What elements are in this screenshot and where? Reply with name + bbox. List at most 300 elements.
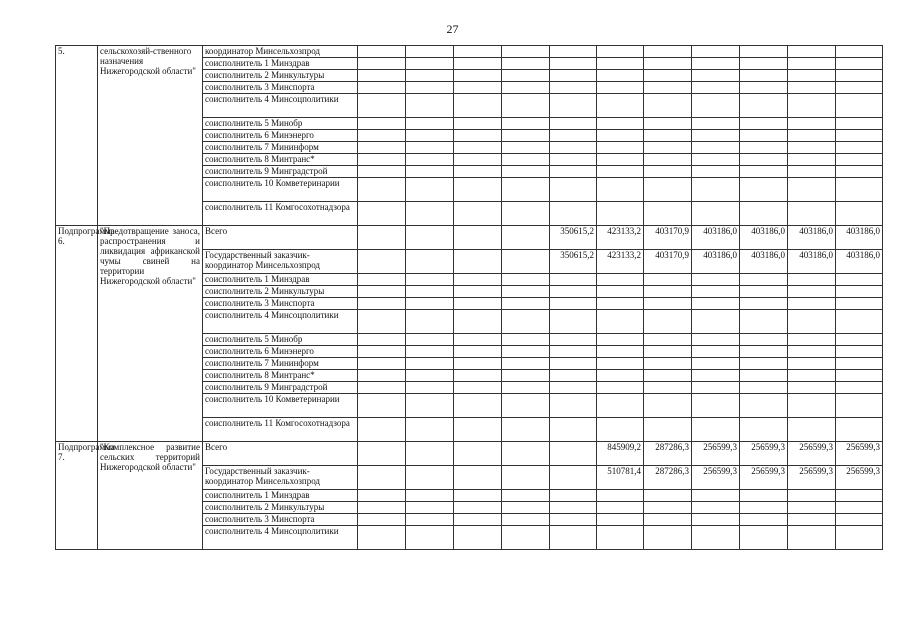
value-cell <box>454 58 502 70</box>
value-cell <box>406 130 454 142</box>
value-cell <box>454 82 502 94</box>
value-cell <box>502 202 550 226</box>
responsible-cell: соисполнитель 5 Минобр <box>203 118 358 130</box>
value-cell <box>358 370 406 382</box>
value-cell <box>740 490 788 502</box>
value-cell <box>740 274 788 286</box>
value-cell <box>502 46 550 58</box>
value-cell <box>836 154 883 166</box>
value-cell <box>454 226 502 250</box>
value-cell <box>597 118 644 130</box>
value-cell <box>454 94 502 118</box>
value-cell <box>788 370 836 382</box>
value-cell <box>454 286 502 298</box>
value-cell <box>836 514 883 526</box>
value-cell <box>454 394 502 418</box>
responsible-cell: соисполнитель 4 Минсоцполитики <box>203 94 358 118</box>
value-cell <box>550 46 597 58</box>
value-cell <box>597 58 644 70</box>
value-cell <box>406 382 454 394</box>
responsible-cell: соисполнитель 8 Минтранс* <box>203 370 358 382</box>
value-cell <box>788 202 836 226</box>
value-cell <box>406 166 454 178</box>
value-cell: 256599,3 <box>692 466 740 490</box>
value-cell <box>454 166 502 178</box>
value-cell <box>406 154 454 166</box>
value-cell <box>454 274 502 286</box>
value-cell <box>740 142 788 154</box>
value-cell <box>692 178 740 202</box>
value-cell <box>836 46 883 58</box>
value-cell <box>454 250 502 274</box>
value-cell <box>692 82 740 94</box>
value-cell <box>644 178 692 202</box>
value-cell <box>597 82 644 94</box>
value-cell <box>502 502 550 514</box>
responsible-cell: соисполнитель 3 Минспорта <box>203 514 358 526</box>
value-cell: 350615,2 <box>550 250 597 274</box>
value-cell <box>836 490 883 502</box>
value-cell <box>550 382 597 394</box>
value-cell <box>788 418 836 442</box>
value-cell <box>788 82 836 94</box>
value-cell <box>836 526 883 550</box>
value-cell <box>836 202 883 226</box>
value-cell <box>597 46 644 58</box>
program-name-cell: сельскохозяй-ственного назначения Нижегородской области" <box>98 46 203 226</box>
value-cell <box>692 418 740 442</box>
value-cell <box>358 490 406 502</box>
value-cell <box>358 418 406 442</box>
value-cell <box>454 382 502 394</box>
value-cell <box>788 118 836 130</box>
value-cell <box>454 70 502 82</box>
value-cell <box>550 58 597 70</box>
value-cell <box>550 490 597 502</box>
value-cell <box>836 286 883 298</box>
value-cell <box>454 142 502 154</box>
responsible-cell: соисполнитель 11 Комгосохотнадзора <box>203 202 358 226</box>
value-cell <box>550 178 597 202</box>
value-cell: 256599,3 <box>836 442 883 466</box>
value-cell <box>597 370 644 382</box>
value-cell <box>740 526 788 550</box>
value-cell <box>454 442 502 466</box>
value-cell <box>454 526 502 550</box>
value-cell <box>836 334 883 346</box>
value-cell <box>358 502 406 514</box>
value-cell <box>836 178 883 202</box>
value-cell <box>740 370 788 382</box>
value-cell <box>550 142 597 154</box>
value-cell <box>358 466 406 490</box>
value-cell <box>740 358 788 370</box>
value-cell <box>406 142 454 154</box>
value-cell <box>358 118 406 130</box>
value-cell <box>597 358 644 370</box>
value-cell: 845909,2 <box>597 442 644 466</box>
value-cell: 403170,9 <box>644 226 692 250</box>
responsible-cell: координатор Минсельхозпрод <box>203 46 358 58</box>
responsible-cell: соисполнитель 9 Минградстрой <box>203 166 358 178</box>
value-cell <box>692 94 740 118</box>
value-cell <box>644 118 692 130</box>
value-cell <box>550 82 597 94</box>
value-cell <box>788 46 836 58</box>
responsible-cell: соисполнитель 11 Комгосохотнадзора <box>203 418 358 442</box>
value-cell <box>788 310 836 334</box>
value-cell: 403186,0 <box>740 250 788 274</box>
value-cell: 423133,2 <box>597 226 644 250</box>
value-cell <box>406 442 454 466</box>
value-cell <box>406 250 454 274</box>
value-cell: 403186,0 <box>788 226 836 250</box>
subprogram-cell: 5. <box>56 46 98 226</box>
value-cell <box>644 142 692 154</box>
value-cell: 256599,3 <box>788 442 836 466</box>
value-cell: 403170,9 <box>644 250 692 274</box>
value-cell <box>692 514 740 526</box>
responsible-cell: соисполнитель 10 Комветеринарии <box>203 178 358 202</box>
value-cell <box>597 334 644 346</box>
value-cell: 403186,0 <box>740 226 788 250</box>
value-cell <box>502 82 550 94</box>
responsible-cell: соисполнитель 1 Минздрав <box>203 490 358 502</box>
value-cell <box>406 274 454 286</box>
responsible-cell: соисполнитель 7 Мининформ <box>203 358 358 370</box>
value-cell: 403186,0 <box>692 250 740 274</box>
value-cell <box>644 70 692 82</box>
table-row <box>56 46 883 58</box>
value-cell <box>788 166 836 178</box>
responsible-cell: соисполнитель 2 Минкультуры <box>203 502 358 514</box>
value-cell <box>358 166 406 178</box>
value-cell <box>836 82 883 94</box>
value-cell <box>692 526 740 550</box>
value-cell: 287286,3 <box>644 442 692 466</box>
value-cell <box>454 46 502 58</box>
value-cell <box>502 154 550 166</box>
value-cell <box>692 142 740 154</box>
value-cell <box>406 286 454 298</box>
value-cell <box>788 286 836 298</box>
value-cell <box>406 334 454 346</box>
value-cell <box>644 502 692 514</box>
value-cell <box>502 334 550 346</box>
value-cell <box>358 178 406 202</box>
value-cell <box>358 226 406 250</box>
value-cell: 350615,2 <box>550 226 597 250</box>
value-cell <box>692 382 740 394</box>
value-cell <box>358 442 406 466</box>
value-cell <box>788 142 836 154</box>
value-cell <box>550 70 597 82</box>
value-cell <box>406 394 454 418</box>
value-cell <box>836 142 883 154</box>
value-cell <box>740 394 788 418</box>
responsible-cell: соисполнитель 6 Минэнерго <box>203 130 358 142</box>
value-cell <box>406 70 454 82</box>
value-cell <box>836 70 883 82</box>
value-cell <box>502 286 550 298</box>
responsible-cell: соисполнитель 8 Минтранс* <box>203 154 358 166</box>
value-cell <box>550 118 597 130</box>
value-cell <box>502 226 550 250</box>
value-cell <box>788 130 836 142</box>
value-cell <box>406 526 454 550</box>
value-cell <box>358 82 406 94</box>
value-cell <box>502 346 550 358</box>
subprogram-cell: Подпрограмма 7. <box>56 442 98 550</box>
value-cell <box>644 46 692 58</box>
value-cell <box>692 502 740 514</box>
value-cell <box>550 442 597 466</box>
value-cell <box>550 334 597 346</box>
table-row <box>56 442 883 466</box>
value-cell: 403186,0 <box>836 226 883 250</box>
value-cell <box>502 418 550 442</box>
value-cell: 510781,4 <box>597 466 644 490</box>
value-cell <box>644 334 692 346</box>
value-cell <box>550 310 597 334</box>
value-cell <box>740 46 788 58</box>
value-cell <box>597 94 644 118</box>
value-cell <box>597 310 644 334</box>
value-cell <box>644 202 692 226</box>
value-cell <box>836 310 883 334</box>
value-cell <box>406 418 454 442</box>
value-cell <box>836 94 883 118</box>
responsible-cell: соисполнитель 1 Минздрав <box>203 274 358 286</box>
value-cell <box>454 310 502 334</box>
value-cell <box>740 310 788 334</box>
value-cell <box>406 58 454 70</box>
value-cell <box>836 502 883 514</box>
value-cell <box>597 154 644 166</box>
value-cell <box>454 154 502 166</box>
value-cell <box>406 202 454 226</box>
value-cell <box>836 358 883 370</box>
value-cell: 256599,3 <box>692 442 740 466</box>
value-cell <box>597 418 644 442</box>
value-cell <box>454 514 502 526</box>
value-cell <box>692 310 740 334</box>
value-cell <box>550 166 597 178</box>
value-cell <box>358 202 406 226</box>
value-cell: 256599,3 <box>788 466 836 490</box>
value-cell <box>406 466 454 490</box>
value-cell <box>788 154 836 166</box>
value-cell <box>740 334 788 346</box>
value-cell <box>454 358 502 370</box>
value-cell <box>358 358 406 370</box>
value-cell <box>692 130 740 142</box>
value-cell <box>788 358 836 370</box>
value-cell <box>358 286 406 298</box>
value-cell <box>644 94 692 118</box>
value-cell: 256599,3 <box>836 466 883 490</box>
value-cell <box>502 394 550 418</box>
value-cell <box>740 178 788 202</box>
value-cell <box>692 202 740 226</box>
value-cell <box>644 394 692 418</box>
responsible-cell: соисполнитель 9 Минградстрой <box>203 382 358 394</box>
value-cell <box>740 118 788 130</box>
value-cell <box>740 94 788 118</box>
value-cell <box>836 58 883 70</box>
value-cell <box>740 346 788 358</box>
value-cell <box>644 82 692 94</box>
responsible-cell: соисполнитель 3 Минспорта <box>203 298 358 310</box>
value-cell <box>550 130 597 142</box>
value-cell <box>502 250 550 274</box>
value-cell <box>502 274 550 286</box>
value-cell <box>788 94 836 118</box>
value-cell <box>454 502 502 514</box>
value-cell <box>692 370 740 382</box>
value-cell <box>740 298 788 310</box>
value-cell <box>597 514 644 526</box>
value-cell <box>454 334 502 346</box>
value-cell <box>788 526 836 550</box>
value-cell <box>550 346 597 358</box>
value-cell: 403186,0 <box>836 250 883 274</box>
budget-table <box>55 45 883 550</box>
value-cell <box>406 178 454 202</box>
value-cell <box>358 382 406 394</box>
value-cell: 403186,0 <box>692 226 740 250</box>
value-cell <box>836 274 883 286</box>
value-cell <box>550 526 597 550</box>
value-cell <box>358 334 406 346</box>
value-cell <box>836 418 883 442</box>
value-cell <box>692 490 740 502</box>
value-cell <box>358 154 406 166</box>
value-cell <box>502 142 550 154</box>
value-cell <box>454 130 502 142</box>
value-cell: 287286,3 <box>644 466 692 490</box>
value-cell: 256599,3 <box>740 466 788 490</box>
value-cell <box>788 178 836 202</box>
responsible-cell: соисполнитель 4 Минсоцполитики <box>203 526 358 550</box>
value-cell <box>644 514 692 526</box>
value-cell <box>550 298 597 310</box>
value-cell <box>597 298 644 310</box>
value-cell <box>454 490 502 502</box>
value-cell <box>454 298 502 310</box>
value-cell <box>550 502 597 514</box>
value-cell <box>550 466 597 490</box>
value-cell <box>502 526 550 550</box>
value-cell <box>597 142 644 154</box>
value-cell <box>550 514 597 526</box>
value-cell <box>454 418 502 442</box>
value-cell <box>597 490 644 502</box>
value-cell <box>406 346 454 358</box>
value-cell <box>692 274 740 286</box>
value-cell <box>692 118 740 130</box>
value-cell <box>788 394 836 418</box>
value-cell <box>740 130 788 142</box>
value-cell <box>788 334 836 346</box>
value-cell <box>692 394 740 418</box>
responsible-cell: соисполнитель 6 Минэнерго <box>203 346 358 358</box>
table-row <box>56 226 883 250</box>
value-cell <box>644 526 692 550</box>
value-cell <box>644 418 692 442</box>
value-cell <box>597 178 644 202</box>
value-cell <box>502 166 550 178</box>
value-cell <box>644 130 692 142</box>
value-cell <box>502 490 550 502</box>
value-cell <box>502 370 550 382</box>
value-cell <box>740 418 788 442</box>
value-cell <box>692 154 740 166</box>
value-cell <box>836 346 883 358</box>
value-cell <box>358 526 406 550</box>
value-cell <box>644 370 692 382</box>
value-cell <box>502 442 550 466</box>
value-cell <box>454 178 502 202</box>
value-cell <box>740 202 788 226</box>
value-cell <box>644 298 692 310</box>
value-cell <box>454 466 502 490</box>
value-cell <box>406 226 454 250</box>
value-cell <box>692 286 740 298</box>
value-cell <box>836 394 883 418</box>
value-cell <box>358 274 406 286</box>
value-cell <box>788 274 836 286</box>
value-cell <box>644 154 692 166</box>
value-cell <box>836 166 883 178</box>
value-cell <box>597 382 644 394</box>
value-cell <box>358 394 406 418</box>
value-cell <box>644 310 692 334</box>
value-cell <box>502 310 550 334</box>
value-cell <box>550 274 597 286</box>
value-cell <box>597 202 644 226</box>
value-cell <box>692 334 740 346</box>
responsible-cell: соисполнитель 5 Минобр <box>203 334 358 346</box>
value-cell <box>597 70 644 82</box>
program-name-cell: "Предотвращение заноса, распространения и ликвидация африканской чумы свиней на территории Нижегородской области" <box>98 226 203 442</box>
value-cell <box>836 370 883 382</box>
value-cell <box>597 166 644 178</box>
value-cell <box>597 286 644 298</box>
value-cell <box>550 394 597 418</box>
value-cell <box>597 502 644 514</box>
value-cell <box>740 82 788 94</box>
value-cell: 403186,0 <box>788 250 836 274</box>
value-cell <box>502 118 550 130</box>
value-cell <box>550 286 597 298</box>
value-cell <box>692 346 740 358</box>
value-cell <box>358 94 406 118</box>
value-cell <box>740 286 788 298</box>
value-cell <box>692 298 740 310</box>
value-cell <box>644 166 692 178</box>
value-cell <box>406 118 454 130</box>
value-cell <box>454 346 502 358</box>
value-cell <box>502 58 550 70</box>
value-cell <box>406 502 454 514</box>
value-cell <box>550 358 597 370</box>
value-cell <box>597 130 644 142</box>
value-cell <box>692 58 740 70</box>
responsible-cell: соисполнитель 2 Минкультуры <box>203 286 358 298</box>
value-cell <box>644 286 692 298</box>
responsible-cell: соисполнитель 2 Минкультуры <box>203 70 358 82</box>
